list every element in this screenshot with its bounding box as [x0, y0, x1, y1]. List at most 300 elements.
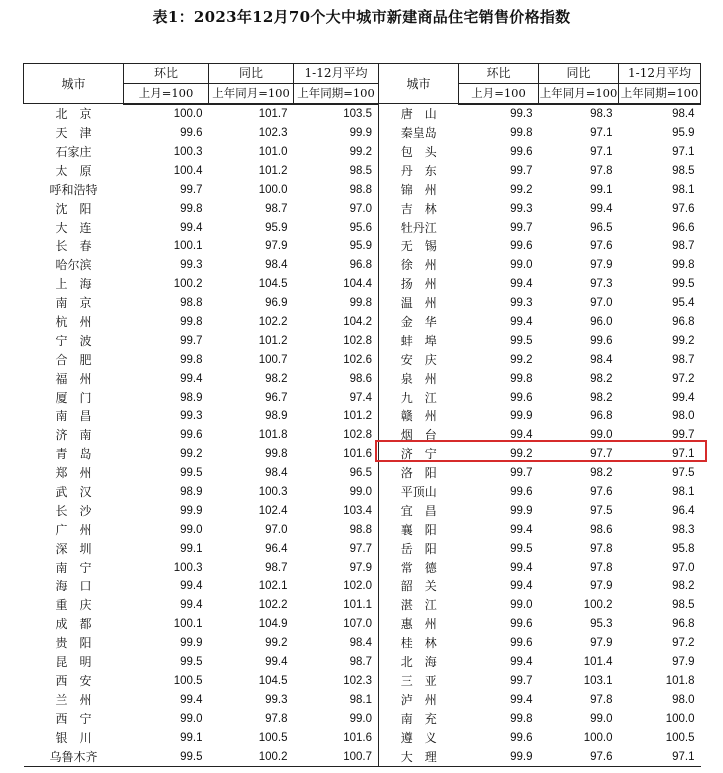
left-yoy-cell: 96.4	[265, 542, 288, 555]
right-avg-cell: 96.6	[672, 221, 695, 234]
left-avg-cell: 99.2	[294, 143, 379, 162]
left-mom-cell: 99.1	[180, 731, 203, 744]
right-avg-cell: 100.5	[665, 731, 695, 744]
table-row	[24, 672, 701, 691]
right-avg-cell: 97.1	[672, 448, 695, 461]
left-mom-cell: 99.9	[180, 504, 203, 517]
table-row	[24, 161, 701, 180]
left-avg-cell: 98.5	[294, 161, 379, 180]
right-mom-cell: 99.2	[510, 353, 533, 366]
right-avg-cell: 98.7	[672, 353, 695, 366]
right-yoy-cell: 101.4	[583, 656, 613, 669]
right-yoy-cell: 103.1	[583, 674, 613, 687]
right-city-cell: 桂 林	[400, 636, 437, 651]
right-yoy-cell: 99.6	[590, 334, 613, 347]
right-mom-cell: 99.3	[510, 108, 533, 121]
right-city-cell: 三 亚	[400, 673, 437, 688]
left-yoy-cell: 104.9	[258, 618, 288, 631]
right-yoy-cell: 97.3	[590, 278, 613, 291]
left-city-cell: 广 州	[55, 522, 92, 537]
right-avg-cell: 98.5	[672, 164, 695, 177]
left-mom-cell: 99.8	[180, 353, 203, 366]
left-avg-cell: 102.8	[294, 331, 379, 350]
right-city-cell: 惠 州	[400, 617, 437, 632]
right-mom-cell: 99.4	[510, 316, 533, 329]
right-yoy-cell: 97.0	[590, 297, 613, 310]
left-yoy-cell: 102.2	[258, 316, 288, 329]
right-city-cell: 丹 东	[400, 163, 437, 178]
left-yoy-cell: 100.3	[258, 486, 288, 499]
left-city-cell: 南 昌	[55, 409, 92, 424]
right-yoy-cell: 99.1	[590, 183, 613, 196]
left-yoy-cell: 100.7	[258, 353, 288, 366]
left-mom-cell: 100.3	[173, 146, 203, 158]
left-city-cell: 大 连	[55, 220, 92, 235]
left-avg-cell: 104.4	[294, 275, 379, 294]
table-row	[24, 331, 701, 350]
left-city-cell: 济 南	[55, 428, 92, 443]
right-city-cell: 济 宁	[400, 447, 437, 462]
left-city-cell: 兰 州	[55, 692, 92, 707]
right-mom-cell: 99.8	[510, 372, 533, 385]
right-avg-cell: 101.8	[665, 674, 695, 687]
right-avg-cell: 99.8	[672, 259, 695, 272]
left-avg-cell: 102.0	[294, 577, 379, 596]
right-yoy-cell: 97.9	[590, 580, 613, 593]
right-yoy-cell: 98.2	[590, 391, 613, 404]
left-yoy-cell: 104.5	[258, 674, 288, 687]
right-avg-cell: 98.3	[672, 523, 695, 536]
right-yoy-cell: 96.0	[590, 316, 613, 329]
right-yoy-cell: 97.9	[590, 637, 613, 650]
right-city-cell: 扬 州	[400, 277, 437, 292]
page-title: 表1：2023年12月70个大中城市新建商品住宅销售价格指数	[152, 8, 571, 26]
left-yoy-cell: 98.4	[265, 467, 288, 480]
left-avg-cell: 97.9	[294, 558, 379, 577]
left-yoy-cell: 98.7	[265, 561, 288, 574]
right-mom-cell: 99.4	[510, 429, 533, 442]
left-mom-cell: 98.9	[180, 486, 203, 499]
left-city-cell: 贵 阳	[55, 636, 92, 651]
table-row	[24, 256, 701, 275]
left-city-cell: 合 肥	[55, 352, 92, 367]
right-city-cell: 秦皇岛	[400, 126, 437, 141]
right-city-cell: 常 德	[400, 560, 437, 575]
right-mom-cell: 99.7	[510, 164, 533, 177]
right-yoy-cell: 98.2	[590, 467, 613, 480]
right-city-cell: 赣 州	[400, 409, 437, 424]
left-yoy-cell: 97.8	[265, 712, 288, 725]
table-row	[24, 577, 701, 596]
right-mom-cell: 99.4	[510, 278, 533, 291]
left-avg-cell: 100.7	[294, 747, 379, 766]
right-mom-cell: 99.8	[510, 127, 533, 140]
right-city-cell: 宜 昌	[400, 503, 437, 518]
left-yoy-cell: 102.4	[258, 504, 288, 517]
right-yoy-cell: 97.6	[590, 240, 613, 253]
right-city-cell: 遵 义	[400, 730, 437, 745]
left-mom-cell: 99.0	[180, 523, 203, 536]
right-city-cell: 泉 州	[400, 371, 437, 386]
table-row	[24, 388, 701, 407]
right-avg-cell: 96.8	[672, 316, 695, 329]
avg-base: 上年同期=100	[294, 83, 379, 103]
left-avg-cell: 97.0	[294, 199, 379, 218]
right-mom-cell: 99.7	[510, 221, 533, 234]
right-yoy-cell: 97.1	[590, 146, 613, 158]
avg-base-right: 上年同期=100	[619, 83, 701, 103]
table-row	[24, 350, 701, 369]
right-yoy-cell: 97.8	[590, 693, 613, 706]
left-avg-cell: 98.4	[294, 634, 379, 653]
left-city-cell: 武 汉	[55, 485, 92, 500]
left-city-cell: 成 都	[55, 617, 92, 632]
table-row	[24, 143, 701, 162]
right-city-cell: 韶 关	[400, 579, 437, 594]
left-mom-cell: 99.8	[180, 202, 203, 215]
left-mom-cell: 99.9	[180, 637, 203, 650]
table-row	[24, 596, 701, 615]
right-mom-cell: 99.6	[510, 618, 533, 631]
table-row	[24, 653, 701, 672]
left-city-cell: 重 庆	[55, 598, 92, 613]
table-row	[24, 483, 701, 502]
right-avg-cell: 99.7	[672, 429, 695, 442]
left-avg-cell: 96.8	[294, 256, 379, 275]
avg-header-right: 1-12月平均	[619, 64, 701, 84]
right-city-cell: 平顶山	[400, 485, 437, 500]
right-avg-cell: 99.4	[672, 391, 695, 404]
left-mom-cell: 100.1	[173, 240, 203, 253]
table-row	[24, 124, 701, 143]
right-city-cell: 北 海	[400, 655, 437, 670]
table-body	[24, 104, 701, 767]
right-city-cell: 岳 阳	[400, 541, 437, 556]
left-mom-cell: 99.4	[180, 693, 203, 706]
right-avg-cell: 96.4	[672, 504, 695, 517]
left-avg-cell: 104.2	[294, 313, 379, 332]
left-city-cell: 郑 州	[55, 466, 92, 481]
table-row	[24, 199, 701, 218]
left-avg-cell: 98.1	[294, 690, 379, 709]
price-index-table	[23, 63, 701, 767]
table-row	[24, 104, 701, 124]
left-yoy-cell: 100.5	[258, 731, 288, 744]
right-city-cell: 温 州	[400, 296, 437, 311]
right-avg-cell: 95.8	[672, 542, 695, 555]
left-mom-cell: 99.8	[180, 316, 203, 329]
left-yoy-cell: 102.2	[258, 599, 288, 612]
right-avg-cell: 98.1	[672, 183, 695, 196]
left-yoy-cell: 99.2	[265, 637, 288, 650]
right-yoy-cell: 98.3	[590, 108, 613, 121]
right-avg-cell: 97.6	[672, 202, 695, 215]
table-row	[24, 464, 701, 483]
left-avg-cell: 101.6	[294, 728, 379, 747]
right-avg-cell: 100.0	[665, 712, 695, 725]
right-yoy-cell: 98.6	[590, 523, 613, 536]
right-yoy-cell: 96.5	[590, 221, 613, 234]
left-yoy-cell: 97.9	[265, 240, 288, 253]
right-city-cell: 大 理	[379, 747, 459, 766]
left-city-cell: 北 京	[55, 106, 92, 121]
right-city-cell: 洛 阳	[400, 466, 437, 481]
left-yoy-cell: 101.2	[258, 334, 288, 347]
right-avg-cell: 97.2	[672, 372, 695, 385]
right-yoy-cell: 96.8	[590, 410, 613, 423]
right-mom-cell: 99.5	[510, 334, 533, 347]
right-avg-cell: 97.5	[672, 467, 695, 480]
left-city-cell: 海 口	[55, 579, 92, 594]
left-city-cell: 西 宁	[55, 711, 92, 726]
left-yoy-cell: 97.0	[265, 523, 288, 536]
left-avg-cell: 102.6	[294, 350, 379, 369]
right-yoy-cell: 99.0	[590, 712, 613, 725]
left-avg-cell: 99.0	[294, 483, 379, 502]
left-avg-cell: 102.8	[294, 426, 379, 445]
left-city-cell: 厦 门	[55, 390, 92, 405]
table-row	[24, 501, 701, 520]
left-yoy-cell: 99.3	[265, 693, 288, 706]
right-yoy-cell: 97.7	[590, 448, 613, 461]
left-mom-cell: 99.4	[180, 599, 203, 612]
left-yoy-cell: 98.2	[265, 372, 288, 385]
right-mom-cell: 99.4	[510, 693, 533, 706]
left-city-cell: 昆 明	[55, 655, 92, 670]
left-avg-cell: 102.3	[294, 672, 379, 691]
right-yoy-cell: 99.4	[590, 202, 613, 215]
left-city-cell: 天 津	[55, 126, 92, 141]
left-yoy-cell: 96.7	[265, 391, 288, 404]
left-avg-cell: 95.6	[294, 218, 379, 237]
right-mom-cell: 99.9	[459, 747, 539, 766]
left-avg-cell: 101.6	[294, 445, 379, 464]
left-mom-cell: 100.1	[173, 618, 203, 631]
table-row	[24, 407, 701, 426]
right-mom-cell: 99.3	[510, 202, 533, 215]
right-yoy-cell: 97.9	[590, 259, 613, 272]
mom-header-right: 环比	[459, 64, 539, 84]
table-row	[24, 615, 701, 634]
table-row	[24, 709, 701, 728]
yoy-base: 上年同月=100	[209, 83, 294, 103]
left-mom-cell: 100.4	[173, 164, 203, 177]
right-city-cell: 蚌 埠	[400, 333, 437, 348]
mom-base-right: 上月=100	[459, 83, 539, 103]
table-row	[24, 539, 701, 558]
left-mom-cell: 99.4	[180, 372, 203, 385]
right-mom-cell: 99.6	[510, 486, 533, 499]
right-mom-cell: 99.5	[510, 542, 533, 555]
left-city-cell: 青 岛	[55, 447, 92, 462]
right-city-cell: 襄 阳	[400, 522, 437, 537]
right-city-cell: 湛 江	[400, 598, 437, 613]
right-avg-cell: 95.4	[672, 297, 695, 310]
left-yoy-cell: 104.5	[258, 278, 288, 291]
left-mom-cell: 100.0	[173, 108, 203, 121]
right-yoy-cell: 97.8	[590, 561, 613, 574]
right-city-cell: 牡丹江	[400, 220, 437, 235]
right-mom-cell: 99.6	[510, 731, 533, 744]
yoy-base-right: 上年同月=100	[539, 83, 619, 103]
right-city-cell: 九 江	[400, 390, 437, 405]
left-avg-cell: 97.4	[294, 388, 379, 407]
mom-base: 上月=100	[124, 83, 209, 103]
right-avg-cell: 98.7	[672, 240, 695, 253]
table-row	[24, 747, 701, 766]
table-row	[24, 690, 701, 709]
right-mom-cell: 99.6	[510, 391, 533, 404]
left-yoy-cell: 98.7	[265, 202, 288, 215]
table-row	[24, 313, 701, 332]
right-yoy-cell: 98.4	[590, 353, 613, 366]
left-mom-cell: 99.5	[180, 467, 203, 480]
right-avg-cell: 96.8	[672, 618, 695, 631]
right-city-cell: 金 华	[400, 315, 437, 330]
city-header-right: 城市	[379, 64, 459, 104]
left-mom-cell: 99.4	[180, 580, 203, 593]
left-mom-cell: 100.2	[173, 278, 203, 291]
left-yoy-cell: 101.2	[258, 164, 288, 177]
right-mom-cell: 99.6	[510, 240, 533, 253]
right-city-cell: 锦 州	[400, 182, 437, 197]
table-row	[24, 275, 701, 294]
left-avg-cell: 98.8	[294, 520, 379, 539]
left-city-cell: 银 川	[55, 730, 92, 745]
left-avg-cell: 95.9	[294, 237, 379, 256]
left-yoy-cell: 99.8	[265, 448, 288, 461]
left-mom-cell: 99.7	[180, 183, 203, 196]
left-avg-cell: 103.4	[294, 501, 379, 520]
left-avg-cell: 99.9	[294, 124, 379, 143]
left-avg-cell: 101.2	[294, 407, 379, 426]
table-row	[24, 558, 701, 577]
left-mom-cell: 99.4	[180, 221, 203, 234]
right-avg-cell: 98.1	[672, 486, 695, 499]
right-avg-cell: 99.5	[672, 278, 695, 291]
right-mom-cell: 99.6	[510, 637, 533, 650]
table-row	[24, 237, 701, 256]
left-city-cell: 深 圳	[55, 541, 92, 556]
right-avg-cell: 99.2	[672, 334, 695, 347]
right-yoy-cell: 100.2	[583, 599, 613, 612]
left-yoy-cell: 101.8	[258, 429, 288, 442]
right-avg-cell: 97.9	[672, 656, 695, 669]
left-city-cell: 福 州	[55, 371, 92, 386]
avg-header: 1-12月平均	[294, 64, 379, 84]
left-yoy-cell: 100.0	[258, 183, 288, 196]
table-row	[24, 294, 701, 313]
left-city-cell: 长 沙	[55, 503, 92, 518]
right-avg-cell: 98.0	[672, 693, 695, 706]
right-mom-cell: 99.6	[510, 146, 533, 158]
left-mom-cell: 100.3	[173, 561, 203, 574]
right-city-cell: 吉 林	[400, 201, 437, 216]
left-city-cell: 太 原	[55, 163, 92, 178]
right-yoy-cell: 98.2	[590, 372, 613, 385]
right-city-cell: 包 头	[400, 145, 437, 159]
left-mom-cell: 99.3	[180, 410, 203, 423]
left-yoy-cell: 96.9	[265, 297, 288, 310]
right-yoy-cell: 97.8	[590, 542, 613, 555]
table-header	[24, 64, 701, 104]
left-city-cell: 宁 波	[55, 333, 92, 348]
right-mom-cell: 99.0	[510, 259, 533, 272]
left-avg-cell: 98.8	[294, 180, 379, 199]
left-city-cell: 石家庄	[55, 145, 92, 159]
right-city-cell: 唐 山	[400, 106, 437, 121]
left-mom-cell: 99.2	[180, 448, 203, 461]
left-yoy-cell: 101.7	[258, 108, 288, 121]
left-mom-cell: 99.5	[124, 747, 209, 766]
right-yoy-cell: 97.5	[590, 504, 613, 517]
right-mom-cell: 99.4	[510, 561, 533, 574]
right-avg-cell: 97.1	[619, 747, 701, 766]
right-yoy-cell: 97.6	[539, 747, 619, 766]
left-mom-cell: 99.1	[180, 542, 203, 555]
left-mom-cell: 99.3	[180, 259, 203, 272]
right-city-cell: 泸 州	[400, 692, 437, 707]
left-yoy-cell: 100.2	[209, 747, 294, 766]
left-avg-cell: 99.0	[294, 709, 379, 728]
left-avg-cell: 96.5	[294, 464, 379, 483]
left-mom-cell: 99.6	[180, 429, 203, 442]
right-mom-cell: 99.9	[510, 504, 533, 517]
table-row	[24, 520, 701, 539]
left-mom-cell: 99.6	[180, 127, 203, 140]
right-avg-cell: 97.1	[672, 146, 695, 158]
mom-header: 环比	[124, 64, 209, 84]
right-avg-cell: 97.0	[672, 561, 695, 574]
table-row	[24, 728, 701, 747]
left-avg-cell: 107.0	[294, 615, 379, 634]
right-avg-cell: 97.2	[672, 637, 695, 650]
left-city-cell: 乌鲁木齐	[24, 747, 124, 766]
left-city-cell: 南 京	[55, 296, 92, 311]
highlight-box	[375, 440, 707, 462]
left-city-cell: 哈尔滨	[55, 258, 92, 273]
left-city-cell: 南 宁	[55, 560, 92, 575]
left-yoy-cell: 99.4	[265, 656, 288, 669]
right-mom-cell: 99.9	[510, 410, 533, 423]
right-yoy-cell: 97.1	[590, 127, 613, 140]
left-mom-cell: 98.8	[180, 297, 203, 310]
right-avg-cell: 98.2	[672, 580, 695, 593]
right-avg-cell: 98.4	[672, 108, 695, 121]
left-mom-cell: 99.5	[180, 656, 203, 669]
right-yoy-cell: 97.6	[590, 486, 613, 499]
right-city-cell: 徐 州	[400, 258, 437, 273]
left-mom-cell: 100.5	[173, 674, 203, 687]
left-mom-cell: 99.0	[180, 712, 203, 725]
left-city-cell: 杭 州	[55, 315, 92, 330]
right-avg-cell: 98.5	[672, 599, 695, 612]
left-yoy-cell: 102.3	[258, 127, 288, 140]
city-header: 城市	[24, 64, 124, 104]
right-city-cell: 南 充	[400, 711, 437, 726]
right-mom-cell: 99.7	[510, 467, 533, 480]
table-row	[24, 218, 701, 237]
left-avg-cell: 98.7	[294, 653, 379, 672]
left-yoy-cell: 102.1	[258, 580, 288, 593]
table-row	[24, 369, 701, 388]
left-city-cell: 西 安	[55, 673, 92, 688]
left-mom-cell: 98.9	[180, 391, 203, 404]
right-mom-cell: 99.4	[510, 523, 533, 536]
right-mom-cell: 99.2	[510, 183, 533, 196]
left-city-cell: 沈 阳	[55, 201, 92, 216]
left-city-cell: 上 海	[55, 277, 92, 292]
